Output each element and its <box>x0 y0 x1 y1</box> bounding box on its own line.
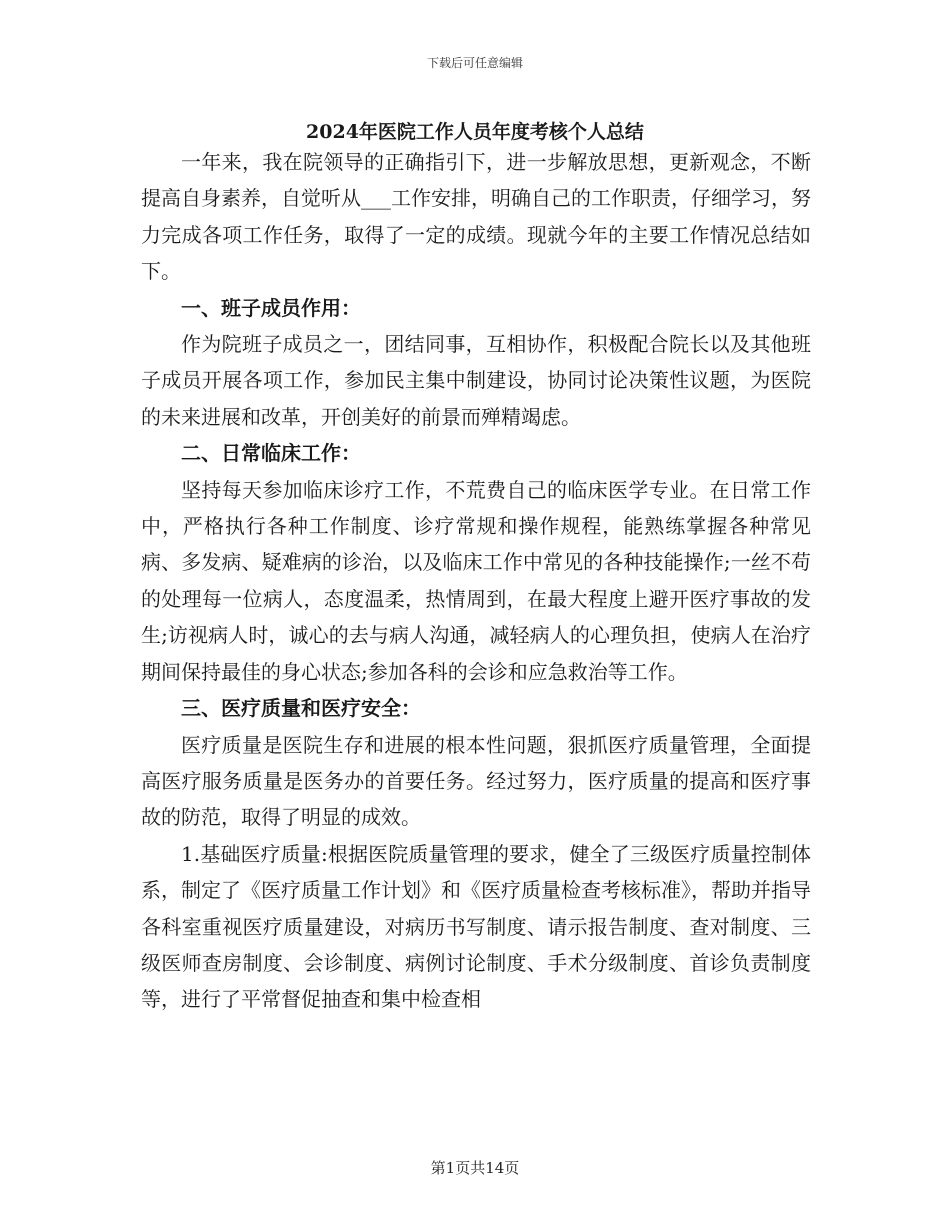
page-header-note: 下载后可任意编辑 <box>426 56 523 70</box>
clinical-work-paragraph: 坚持每天参加临床诊疗工作，不荒费自己的临床医学专业。在日常工作中，严格执行各种工作制度、诊疗常规和操作规程，能熟练掌握各种常见病、多发病、疑难病的诊治，以及临床工作中常见的各种技能操作;一丝不苟的处理每一位病人，态度温柔，热情周到，在最大程度上避开医疗事故的发生;访视病人时，诚心的去与病人沟通，减轻病人的心理负担，使病人在治疗期间保持最佳的身心状态;参加各科的会诊和应急救治等工作。 <box>141 477 811 684</box>
basic-quality-paragraph: 1.基础医疗质量:根据医院质量管理的要求，健全了三级医疗质量控制体系，制定了《医疗质量工作计划》和《医疗质量检查考核标准》，帮助并指导各科室重视医疗质量建设，对病历书写制度、请示报告制度、查对制度、三级医师查房制度、会诊制度、病例讨论制度、手术分级制度、首诊负责制度等，进行了平常督促抽查和集中检查相 <box>141 841 811 1012</box>
intro-paragraph: 一年来，我在院领导的正确指引下，进一步解放思想，更新观念，不断提高自身素养，自觉听从___工作安排，明确自己的工作职责，仔细学习，努力完成各项工作任务，取得了一定的成绩。现就今年的主要工作情况总结如下。 <box>141 150 811 284</box>
quality-safety-paragraph: 医疗质量是医院生存和进展的根本性问题，狠抓医疗质量管理，全面提高医疗服务质量是医务办的首要任务。经过努力，医疗质量的提高和医疗事故的防范，取得了明显的成效。 <box>141 732 811 830</box>
document-title: 2024年医院工作人员年度考核个人总结 <box>306 121 644 143</box>
document-body <box>141 144 811 1018</box>
section-heading-quality-safety: 三、医疗质量和医疗安全： <box>181 696 421 721</box>
team-role-paragraph: 作为院班子成员之一，团结同事，互相协作，积极配合院长以及其他班子成员开展各项工作，参加民主集中制建设，协同讨论决策性议题，为医院的未来进展和改革，开创美好的前景而殚精竭虑。 <box>141 332 811 429</box>
section-heading-team-role: 一、班子成员作用： <box>181 295 361 320</box>
page-number-footer: 第1页共14页 <box>430 1159 520 1177</box>
section-heading-clinical-work: 二、日常临床工作： <box>181 441 361 466</box>
